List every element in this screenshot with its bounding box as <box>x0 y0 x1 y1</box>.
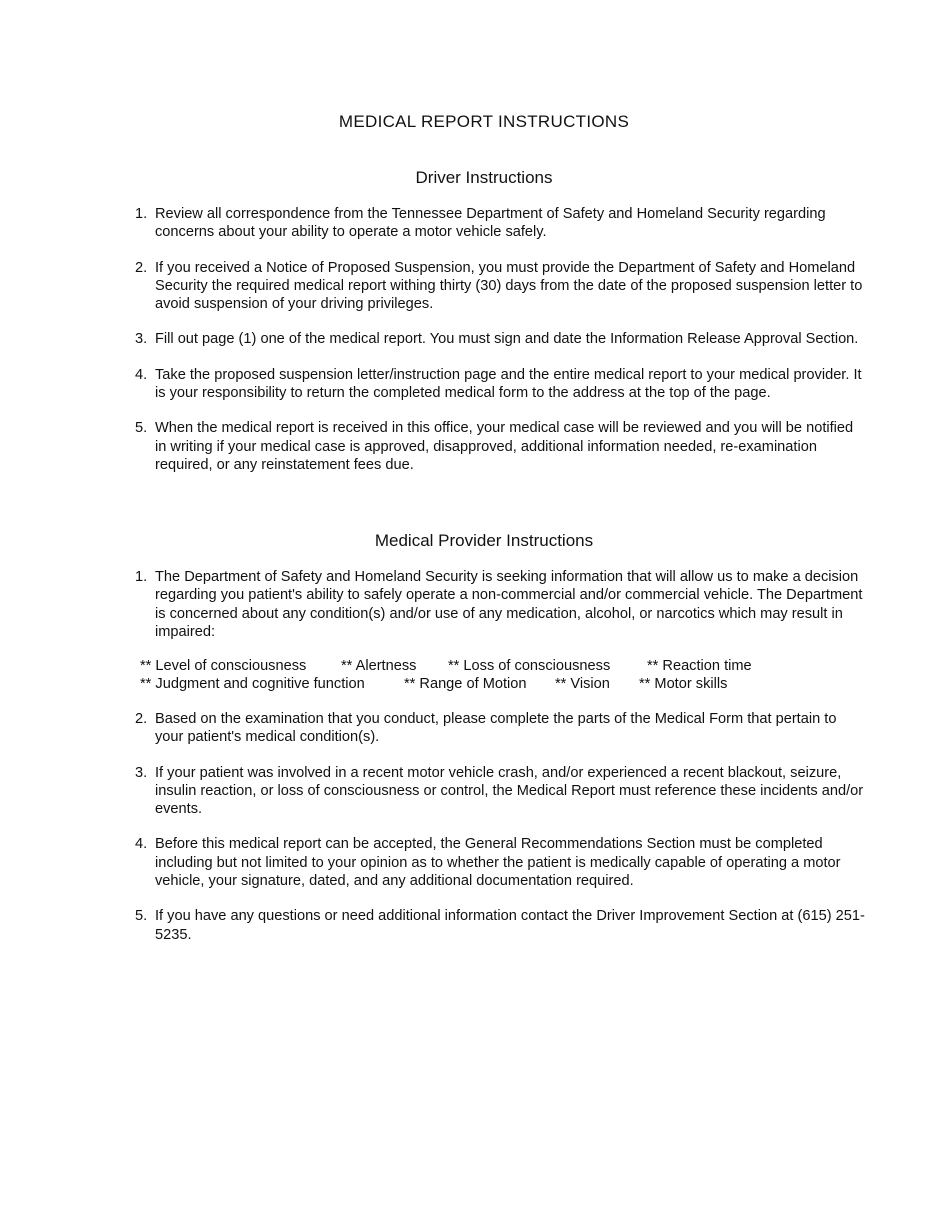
list-item <box>0 205 865 242</box>
item-number: 4. <box>135 836 148 853</box>
list-item <box>0 568 865 641</box>
item-number: 2. <box>135 711 148 727</box>
provider-instructions-heading: Medical Provider Instructions <box>374 531 594 550</box>
item-text: The Department of Safety and Homeland Security is seeking information that will allow us to make a decision regarding you patient's ability to safely operate a non-commercial and/or commercial vehicle. The Department is concerned about any condition(s) and/or use of any medication, alcohol, or narcotics which may result in impaired: <box>155 569 863 640</box>
item-number: 4. <box>135 366 148 383</box>
item-text: Fill out page (1) one of the medical report. You must sign and date the Information Release Approval Section. <box>155 331 859 348</box>
condition-item: ** Loss of consciousness <box>448 658 611 674</box>
driver-instructions-list <box>0 205 950 491</box>
item-text: Take the proposed suspension letter/instruction page and the entire medical report to your medical provider. It is your responsibility to return the completed medical form to the address at the top of the page. <box>155 366 862 402</box>
item-number: 5. <box>135 908 148 925</box>
provider-instructions-list <box>0 568 950 658</box>
item-number: 1. <box>135 206 148 222</box>
item-number: 3. <box>135 331 148 348</box>
item-text: If you have any questions or need additional information contact the Driver Improvement Section at (615) 251-5235. <box>155 908 865 943</box>
condition-item: ** Level of consciousness <box>140 658 307 674</box>
item-text: Based on the examination that you conduct, please complete the parts of the Medical Form that pertain to your patient's medical condition(s). <box>155 711 837 746</box>
condition-item: ** Judgment and cognitive function <box>140 676 365 692</box>
item-text: Before this medical report can be accepted, the General Recommendations Section must be completed including but not limited to your opinion as to whether the patient is medically capable of operating a motor vehicle, your signature, dated, and any additional documentation required. <box>155 836 841 890</box>
condition-item: ** Alertness <box>341 658 417 674</box>
item-number: 1. <box>135 569 148 585</box>
list-item <box>0 835 865 890</box>
provider-instructions-list-continued <box>0 710 950 961</box>
list-item <box>0 764 865 819</box>
list-item <box>0 907 865 944</box>
item-number: 3. <box>135 764 148 781</box>
item-text: When the medical report is received in this office, your medical case will be reviewed and you will be notified in writing if your medical case is approved, disapproved, additional information needed, re-examination required, or any reinstatement fees due. <box>155 420 854 473</box>
list-item <box>0 366 865 403</box>
list-item <box>0 259 865 314</box>
condition-item: ** Range of Motion <box>404 676 527 692</box>
list-item <box>0 419 865 474</box>
conditions-row <box>140 657 920 675</box>
list-item <box>0 710 865 747</box>
item-number: 5. <box>135 420 148 437</box>
item-text: If you received a Notice of Proposed Suspension, you must provide the Department of Safety and Homeland Security the required medical report withing thirty (30) days from the date of the proposed suspension letter to avoid suspension of your driving privileges. <box>155 259 863 313</box>
condition-item: ** Vision <box>555 676 610 692</box>
impairment-conditions <box>140 657 920 693</box>
item-text: Review all correspondence from the Tennessee Department of Safety and Homeland Security regarding concerns about your ability to operate a motor vehicle safely. <box>155 206 826 241</box>
page-title: MEDICAL REPORT INSTRUCTIONS <box>338 112 630 131</box>
condition-item: ** Reaction time <box>647 658 752 674</box>
condition-item: ** Motor skills <box>639 676 728 692</box>
item-number: 2. <box>135 259 148 276</box>
conditions-row <box>140 675 920 693</box>
driver-instructions-heading: Driver Instructions <box>415 168 553 187</box>
item-text: If your patient was involved in a recent motor vehicle crash, and/or experienced a recent blackout, seizure, insulin reaction, or loss of consciousness or control, the Medical Report must reference these incidents and/or events. <box>155 764 864 818</box>
list-item <box>0 330 865 348</box>
